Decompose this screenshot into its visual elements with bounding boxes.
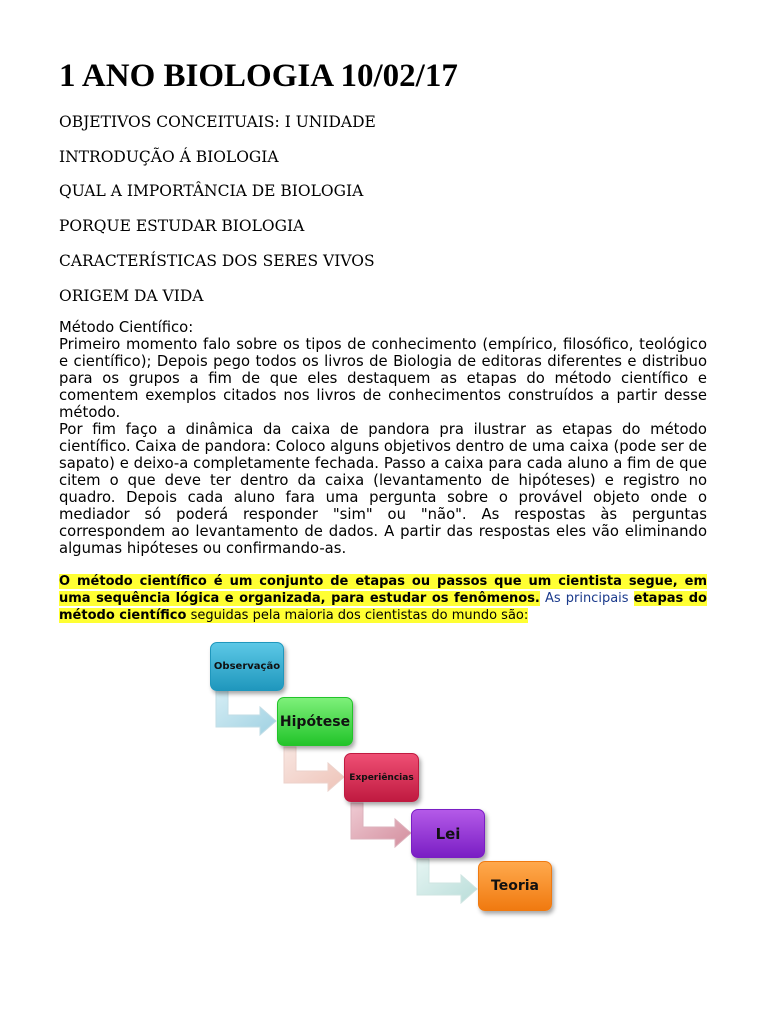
heading-porque: PORQUE ESTUDAR BIOLOGIA: [59, 217, 305, 235]
step-lei-label: Lei: [435, 824, 461, 843]
arrow-lei-teoria: [417, 859, 477, 903]
highlight-principal-text: As principais: [539, 591, 634, 606]
heading-objetivos: OBJETIVOS CONCEITUAIS: I UNIDADE: [59, 113, 376, 131]
highlight-tail: seguidas pela maioria dos cientistas do mundo são:: [186, 608, 529, 623]
method-label: Método Científico:: [59, 319, 194, 336]
arrow-experiencias-lei: [351, 803, 411, 847]
arrow-hipotese-experiencias: [284, 747, 344, 791]
step-observacao-label: Observação: [213, 661, 281, 672]
highlight-definition: O método científico é um conjunto de etapas ou passos que um cientista segue, em uma sequência lógica e organizada, para estudar os fenômenos.: [59, 574, 707, 606]
heading-origem: ORIGEM DA VIDA: [59, 287, 204, 305]
arrow-observacao-hipotese: [216, 689, 276, 735]
step-hipotese-label: Hipótese: [279, 713, 351, 730]
heading-introducao: INTRODUÇÃO Á BIOLOGIA: [59, 148, 279, 166]
step-teoria: [478, 861, 552, 911]
step-hipotese: [277, 697, 353, 746]
step-experiencias: [344, 753, 419, 802]
step-experiencias-label: Experiências: [349, 772, 414, 783]
step-teoria-label: Teoria: [491, 878, 539, 894]
heading-caracteristicas: CARACTERÍSTICAS DOS SERES VIVOS: [59, 252, 375, 270]
heading-importancia: QUAL A IMPORTÂNCIA DE BIOLOGIA: [59, 182, 364, 200]
method-section: [59, 319, 707, 557]
highlight-paragraph: [59, 573, 707, 624]
method-paragraph-2: Por fim faço a dinâmica da caixa de pandora pra ilustrar as etapas do método científico. Caixa de pandora: Coloco alguns objetivos dentro de uma caixa (pode ser de sapato) e deixo-a completamente fechada. Passo a caixa para cada aluno a fim de que citem o que deve ter dentro da caixa (levantamento de hipóteses) e registro no quadro. Depois cada aluno fara uma pergunta sobre o provável objeto onde o mediador só poderá responder "sim" ou "não". As respostas às perguntas correspondem ao levantamento de dados. A partir das respostas eles vão eliminando algumas hipóteses ou confirmando-as.: [59, 421, 707, 557]
document-title: 1 ANO BIOLOGIA 10/02/17: [59, 58, 458, 94]
method-steps-diagram: [190, 635, 570, 925]
step-observacao: [210, 642, 284, 691]
method-paragraph-1: Primeiro momento falo sobre os tipos de conhecimento (empírico, filosófico, teológico e científico); Depois pego todos os livros de Biologia de editoras diferentes e distribuo para os grupos a fim de que eles destaquem as etapas do método científico e comentem exemplos citados nos livros de conhecimentos construídos a partir desse método.: [59, 336, 707, 421]
highlight-steps: etapas do método científico: [59, 591, 707, 623]
step-lei: [411, 809, 485, 858]
